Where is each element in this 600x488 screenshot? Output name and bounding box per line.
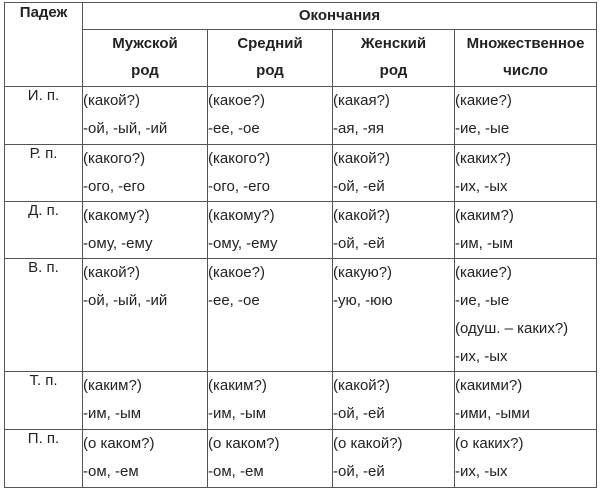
ending-cell <box>455 259 597 372</box>
gender-header-line: род <box>379 62 408 79</box>
ending-cell <box>83 202 208 259</box>
ending-cell <box>455 430 597 488</box>
ending-cell <box>455 87 597 145</box>
question-text: (какой?) <box>83 92 141 109</box>
question-text: (каким?) <box>455 207 514 224</box>
ending-text: -их, -ых <box>455 348 508 365</box>
question-text: (каким?) <box>83 377 142 394</box>
ending-text: -ая, -яя <box>333 120 385 137</box>
case-label: Т. п. <box>5 372 83 430</box>
table-row <box>5 259 597 372</box>
case-label: П. п. <box>5 430 83 488</box>
ending-text: -ой, -ей <box>333 178 385 195</box>
question-text: (какое?) <box>208 264 265 281</box>
case-label: В. п. <box>5 259 83 372</box>
ending-text: -ие, -ые <box>455 120 510 137</box>
question-text: (одуш. – каких?) <box>455 320 569 337</box>
question-text: (о каких?) <box>455 435 524 452</box>
ending-cell <box>83 145 208 202</box>
ending-text: -ой, -ей <box>333 235 385 252</box>
question-text: (какие?) <box>455 264 512 281</box>
endings-header: Окончания <box>83 3 597 30</box>
question-text: (какую?) <box>333 264 393 281</box>
ending-text: -ой, -ый, -ий <box>83 120 168 137</box>
ending-cell <box>333 430 455 488</box>
ending-cell <box>455 202 597 259</box>
question-text: (какой?) <box>333 377 391 394</box>
ending-cell <box>83 87 208 145</box>
ending-text: -им, -ым <box>208 405 267 422</box>
ending-cell <box>333 87 455 145</box>
question-text: (какому?) <box>208 207 275 224</box>
gender-header-feminine <box>333 30 455 87</box>
ending-cell <box>208 259 333 372</box>
ending-text: -ой, -ей <box>333 463 385 480</box>
gender-header-line: число <box>503 62 548 79</box>
ending-text: -ие, -ые <box>455 292 510 309</box>
question-text: (о какой?) <box>333 435 403 452</box>
ending-text: -ими, -ыми <box>455 405 530 422</box>
ending-text: -ом, -ем <box>83 463 139 480</box>
gender-header-line: Множественное <box>466 35 585 52</box>
question-text: (какой?) <box>83 264 141 281</box>
question-text: (какому?) <box>83 207 150 224</box>
ending-cell <box>208 87 333 145</box>
ending-text: -ому, -ему <box>83 235 153 252</box>
question-text: (каким?) <box>208 377 267 394</box>
ending-cell <box>83 430 208 488</box>
ending-text: -ую, -юю <box>333 292 393 309</box>
question-text: (какого?) <box>83 150 146 167</box>
gender-header-line: Мужской <box>112 35 178 52</box>
ending-text: -их, -ых <box>455 463 508 480</box>
gender-header-line: Средний <box>237 35 303 52</box>
ending-cell <box>208 430 333 488</box>
ending-text: -ой, -ей <box>333 405 385 422</box>
question-text: (какая?) <box>333 92 390 109</box>
ending-cell <box>83 372 208 430</box>
question-text: (о каком?) <box>83 435 155 452</box>
ending-text: -ой, -ый, -ий <box>83 292 168 309</box>
case-label: Д. п. <box>5 202 83 259</box>
case-label: И. п. <box>5 87 83 145</box>
ending-cell <box>208 145 333 202</box>
gender-header-plural <box>455 30 597 87</box>
ending-cell <box>333 202 455 259</box>
table-row <box>5 202 597 259</box>
ending-text: -им, -ым <box>455 235 514 252</box>
gender-header-masculine <box>83 30 208 87</box>
table-row <box>5 145 597 202</box>
ending-cell <box>208 202 333 259</box>
question-text: (какое?) <box>208 92 265 109</box>
ending-text: -ее, -ое <box>208 292 260 309</box>
ending-cell <box>333 372 455 430</box>
ending-text: -их, -ых <box>455 178 508 195</box>
gender-header-line: Женский <box>360 35 427 52</box>
gender-header-line: род <box>131 62 159 79</box>
question-text: (какой?) <box>333 150 391 167</box>
case-column-header: Падеж <box>5 3 83 87</box>
ending-text: -ом, -ем <box>208 463 264 480</box>
ending-text: -ому, -ему <box>208 235 278 252</box>
ending-cell <box>208 372 333 430</box>
ending-text: -им, -ым <box>83 405 142 422</box>
ending-text: -ого, -его <box>83 178 145 195</box>
ending-cell <box>83 259 208 372</box>
ending-cell <box>333 259 455 372</box>
ending-cell <box>333 145 455 202</box>
ending-cell <box>455 145 597 202</box>
question-text: (какой?) <box>333 207 391 224</box>
case-label: Р. п. <box>5 145 83 202</box>
ending-text: -ого, -его <box>208 178 270 195</box>
gender-header-neuter <box>208 30 333 87</box>
table-row <box>5 430 597 488</box>
question-text: (какого?) <box>208 150 271 167</box>
question-text: (каких?) <box>455 150 512 167</box>
question-text: (какие?) <box>455 92 512 109</box>
ending-cell <box>455 372 597 430</box>
table-row <box>5 372 597 430</box>
question-text: (какими?) <box>455 377 523 394</box>
table-row <box>5 87 597 145</box>
endings-table <box>4 2 597 488</box>
ending-text: -ее, -ое <box>208 120 260 137</box>
question-text: (о каком?) <box>208 435 280 452</box>
gender-header-line: род <box>256 62 284 79</box>
